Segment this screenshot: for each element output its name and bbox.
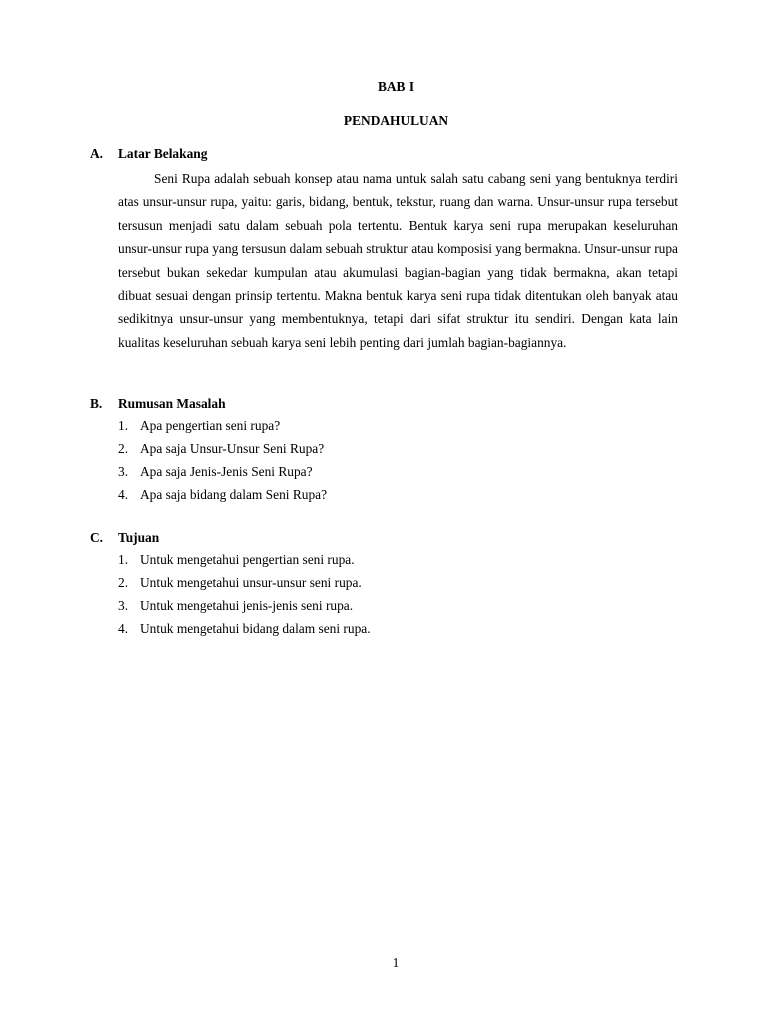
list-item [118,460,678,483]
list-number: 1. [118,418,129,433]
section-letter: B. [90,396,103,411]
list-text: Apa saja Jenis-Jenis Seni Rupa? [140,464,313,479]
section-latar-belakang [90,144,678,354]
section-letter: C. [90,530,104,545]
chapter-label: BAB I [377,79,415,94]
list-number: 3. [118,598,129,613]
list-item [118,414,678,437]
list-item [118,483,678,506]
list-text: Apa saja Unsur-Unsur Seni Rupa? [140,441,325,456]
list-item [118,594,678,617]
list-item [118,571,678,594]
list-number: 2. [118,441,129,456]
page-number: 1 [392,955,400,970]
list-item [118,548,678,571]
list-number: 2. [118,575,129,590]
section-title: Rumusan Masalah [118,396,226,411]
section-heading [90,394,678,414]
list-number: 4. [118,621,129,636]
section-tujuan [90,528,678,640]
list-item [118,437,678,460]
section-title: Tujuan [118,530,160,545]
list-text: Apa pengertian seni rupa? [140,418,281,433]
list-item [118,617,678,640]
list-text: Apa saja bidang dalam Seni Rupa? [140,487,328,502]
section-heading [90,528,678,548]
body-paragraph: Seni Rupa adalah sebuah konsep atau nama untuk salah satu cabang seni yang bentuknya terdiri atas unsur-unsur rupa, yaitu: garis, bidang, bentuk, tekstur, ruang dan warna. Unsur-unsur rupa tersebut tersusun menjadi satu dalam sebuah pola tertentu. Bentuk karya seni rupa merupakan keseluruhan unsur-unsur rupa yang tersusun dalam sebuah struktur atau komposisi yang bermakna. Unsur-unsur rupa tersebut bukan sekedar kumpulan atau akumulasi bagian-bagian yang tidak bermakna, akan tetapi dibuat sesuai dengan prinsip tertentu. Makna bentuk karya seni rupa tidak ditentukan oleh banyak atau sedikitnya unsur-unsur yang membentuknya, tetapi dari sifat struktur itu sendiri. Dengan kata lain kualitas keseluruhan sebuah karya seni lebih penting dari jumlah bagian-bagiannya. [118,171,678,350]
list-text: Untuk mengetahui jenis-jenis seni rupa. [140,598,354,613]
section-title: Latar Belakang [118,146,208,161]
numbered-list [118,414,678,506]
list-text: Untuk mengetahui bidang dalam seni rupa. [140,621,371,636]
numbered-list [118,548,678,640]
section-heading [90,144,678,164]
section-rumusan-masalah [90,394,678,506]
list-text: Untuk mengetahui unsur-unsur seni rupa. [140,575,362,590]
section-letter: A. [90,146,104,161]
list-text: Untuk mengetahui pengertian seni rupa. [140,552,355,567]
list-number: 4. [118,487,129,502]
list-number: 1. [118,552,129,567]
list-number: 3. [118,464,129,479]
chapter-title: PENDAHULUAN [343,113,449,128]
